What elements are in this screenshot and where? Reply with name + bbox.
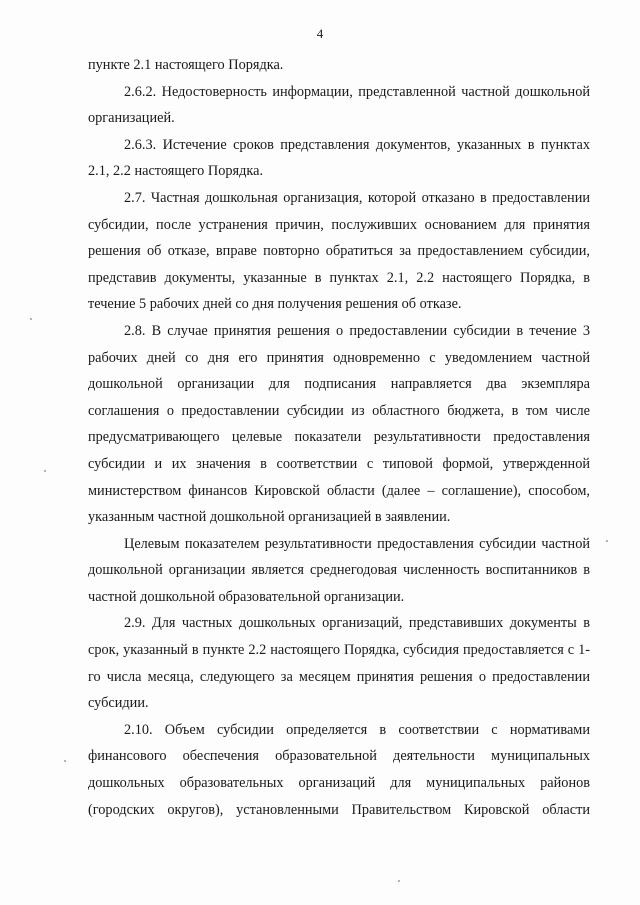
paragraph-2-6-1-continuation: пункте 2.1 настоящего Порядка. <box>88 57 284 73</box>
paragraph-2-9: 2.9. Для частных дошкольных организаций, представивших документы в срок, указанный в пункте 2.2 настоящего Порядка, субсидия предоставляется с 1-го числа месяца, следующего за месяцем принятия решения о предоставлении субсидии. <box>88 615 590 712</box>
paragraph-2-8: 2.8. В случае принятия решения о предоставлении субсидии в течение 3 рабочих дней со дня его принятия одновременно с уведомлением частной дошкольной организации для подписания направляется два экземпляра соглашения о предоставлении субсидии из областного бюджета, в том числе предусматривающего целевые показатели результативности предоставления субсидии и их значения в соответствии с типовой формой, утвержденной министерством финансов Кировской области (далее – соглашение), способом, указанным частной дошкольной организацией в заявлении. <box>88 322 590 526</box>
paragraph-target-indicator: Целевым показателем результативности предоставления субсидии частной дошкольной организации является среднегодовая численность воспитанников в частной дошкольной образовательной организации. <box>88 535 590 605</box>
paragraph-2-6-3: 2.6.3. Истечение сроков представления документов, указанных в пунктах 2.1, 2.2 настоящего Порядка. <box>88 136 590 180</box>
document-body <box>88 52 590 823</box>
scan-speck <box>398 880 400 882</box>
scan-speck <box>30 318 32 320</box>
scan-speck <box>44 470 46 472</box>
paragraph-2-10: 2.10. Объем субсидии определяется в соответствии с нормативами финансового обеспечения образовательной деятельности муниципальных дошкольных образовательных организаций для муниципальных районов (городских округов), установленными Правительством Кировской области <box>88 721 590 818</box>
scan-speck <box>606 540 608 542</box>
paragraph-2-6-2: 2.6.2. Недостоверность информации, представленной частной дошкольной организацией. <box>88 83 590 127</box>
scan-speck <box>64 760 66 762</box>
paragraph-2-7: 2.7. Частная дошкольная организация, которой отказано в предоставлении субсидии, после устранения причин, послуживших основанием для принятия решения об отказе, вправе повторно обратиться за предоставлением субсидии, представив документы, указанные в пунктах 2.1, 2.2 настоящего Порядка, в течение 5 рабочих дней со дня получения решения об отказе. <box>88 189 590 313</box>
page-number: 4 <box>316 26 324 41</box>
